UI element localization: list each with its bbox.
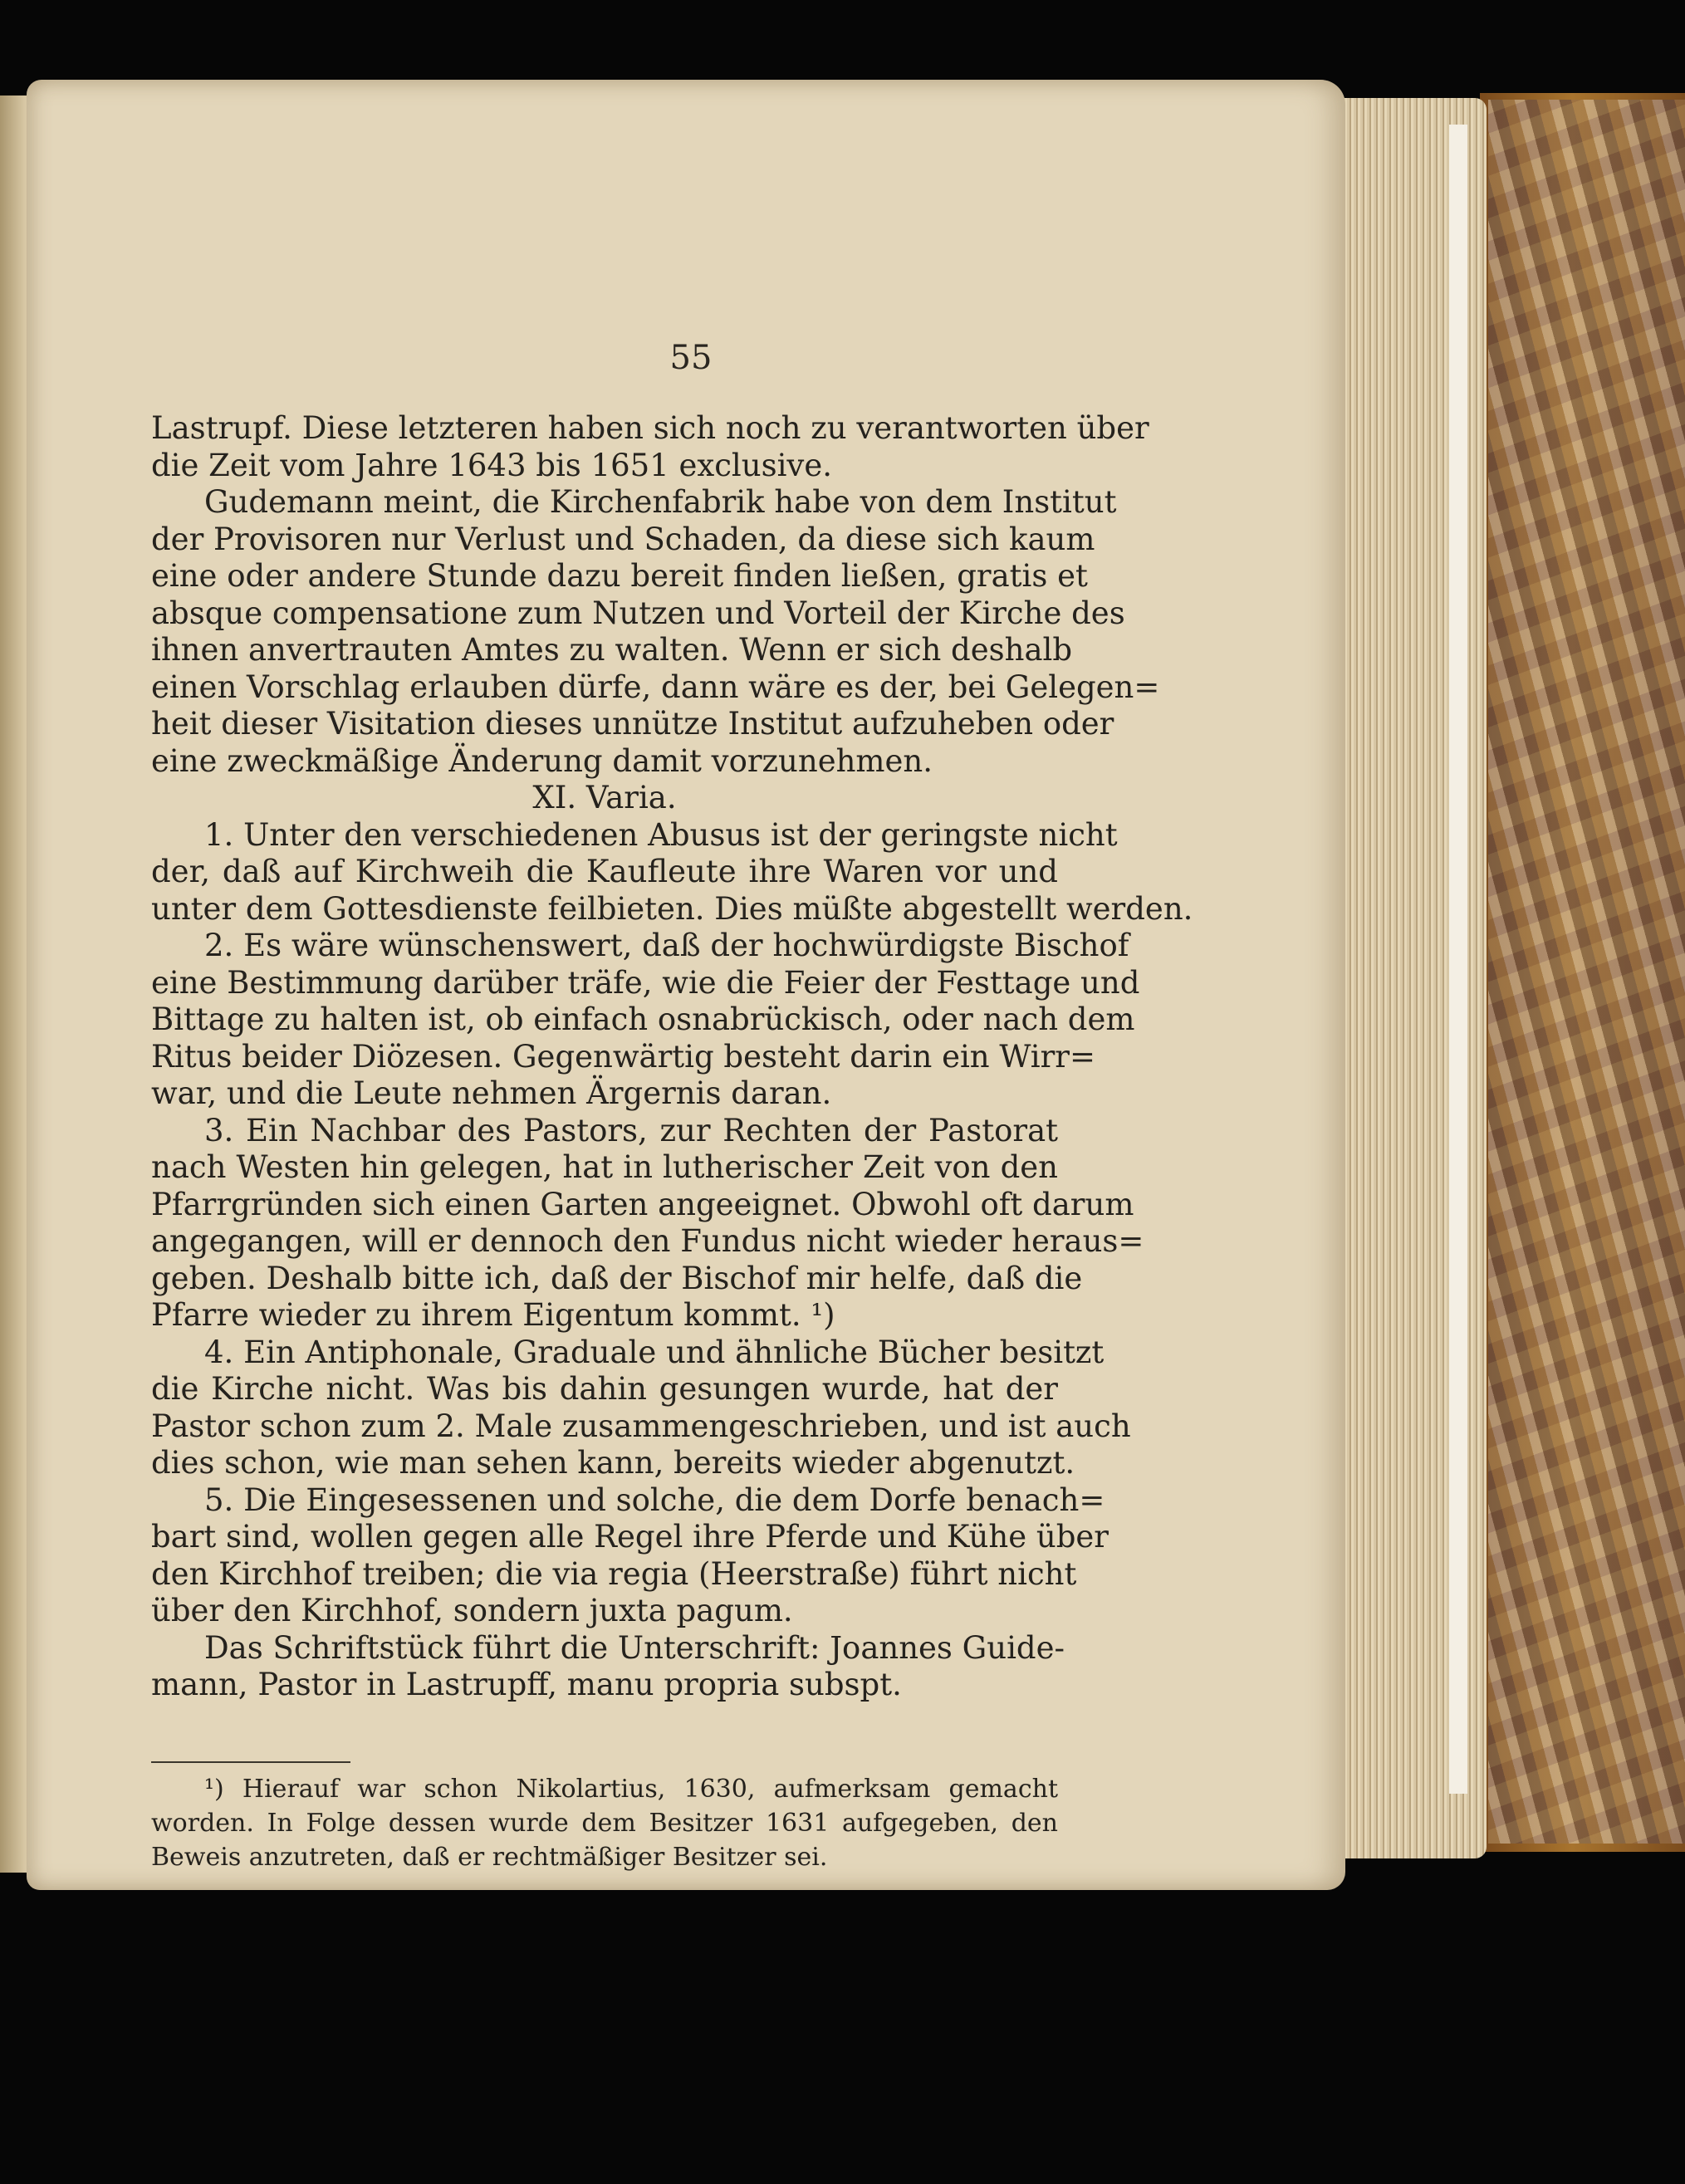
text-line: eine Bestimmung darüber träfe, wie die Feier der Festtage und <box>151 964 1140 1001</box>
text-line: eine zweckmäßige Änderung damit vorzunehmen. <box>151 742 933 779</box>
text-line: einen Vorschlag erlauben dürfe, dann wäre es der, bei Gelegen= <box>151 668 1160 705</box>
book-page <box>27 80 1345 1890</box>
text-line: die Kirche nicht. Was bis dahin gesungen wurde, hat der <box>151 1371 1058 1407</box>
text-line: dies schon, wie man sehen kann, bereits wieder abgenutzt. <box>151 1445 1075 1481</box>
text-line: war, und die Leute nehmen Ärgernis daran. <box>151 1075 832 1111</box>
body-text <box>151 410 1193 1704</box>
text-line: 5. Die Eingesessenen und solche, die dem Dorfe benach= <box>204 1481 1105 1518</box>
text-line: der Provisoren nur Verlust und Schaden, da diese sich kaum <box>151 521 1095 557</box>
text-line: die Zeit vom Jahre 1643 bis 1651 exclusive. <box>151 447 832 483</box>
text-line: der, daß auf Kirchweih die Kaufleute ihre Waren vor und <box>151 854 1058 889</box>
footnote-line: ¹) Hierauf war schon Nikolartius, 1630, aufmerksam gemacht <box>204 1775 1058 1804</box>
footnotes <box>151 1772 1058 1874</box>
text-line: absque compensatione zum Nutzen und Vorteil der Kirche des <box>151 595 1125 631</box>
text-line: eine oder andere Stunde dazu bereit finden ließen, gratis et <box>151 558 1088 594</box>
text-line: XI. Varia. <box>532 780 677 815</box>
marbled-endpaper <box>1488 100 1685 1844</box>
footnote-rule <box>151 1761 350 1763</box>
footnote-line: worden. In Folge dessen wurde dem Besitzer 1631 aufgegeben, den <box>151 1809 1058 1838</box>
text-line: Ritus beider Diözesen. Gegenwärtig besteht darin ein Wirr= <box>151 1038 1095 1075</box>
text-line: nach Westen hin gelegen, hat in lutherischer Zeit von den <box>151 1149 1058 1185</box>
text-line: bart sind, wollen gegen alle Regel ihre Pferde und Kühe über <box>151 1519 1109 1555</box>
text-line: Gudemann meint, die Kirchenfabrik habe von dem Institut <box>204 484 1117 520</box>
text-line: heit dieser Visitation dieses unnütze Institut aufzuheben oder <box>151 706 1114 742</box>
text-line: Lastrupf. Diese letzteren haben sich noch zu verantworten über <box>151 410 1149 446</box>
text-line: Das Schriftstück führt die Unterschrift: Joannes Guide- <box>204 1629 1065 1666</box>
text-line: mann, Pastor in Lastrupff, manu propria subspt. <box>151 1667 902 1702</box>
text-line: Pfarre wieder zu ihrem Eigentum kommt. ¹) <box>151 1297 835 1333</box>
text-line: 1. Unter den verschiedenen Abusus ist der geringste nicht <box>204 816 1118 853</box>
text-line: Pastor schon zum 2. Male zusammengeschrieben, und ist auch <box>151 1408 1131 1444</box>
text-line: unter dem Gottesdienste feilbieten. Dies müßte abgestellt werden. <box>151 890 1193 927</box>
text-line: 3. Ein Nachbar des Pastors, zur Rechten der Pastorat <box>204 1112 1058 1148</box>
page-number: 55 <box>669 339 713 377</box>
text-line: 2. Es wäre wünschenswert, daß der hochwürdigste Bischof <box>204 928 1129 963</box>
text-line: angegangen, will er dennoch den Fundus nicht wieder heraus= <box>151 1223 1144 1259</box>
text-line: geben. Deshalb bitte ich, daß der Bischof mir helfe, daß die <box>151 1260 1083 1296</box>
text-line: Bittage zu halten ist, ob einfach osnabrückisch, oder nach dem <box>151 1001 1135 1037</box>
text-line: ihnen anvertrauten Amtes zu walten. Wenn er sich deshalb <box>151 632 1073 668</box>
text-line: über den Kirchhof, sondern juxta pagum. <box>151 1593 793 1628</box>
text-line: 4. Ein Antiphonale, Graduale und ähnliche Bücher besitzt <box>204 1334 1105 1370</box>
text-line: Pfarrgründen sich einen Garten angeeignet. Obwohl oft darum <box>151 1186 1134 1222</box>
footnote-line: Beweis anzutreten, daß er rechtmäßiger Besitzer sei. <box>151 1843 828 1872</box>
text-line: den Kirchhof treiben; die via regia (Heerstraße) führt nicht <box>151 1555 1077 1592</box>
page-edge-highlight <box>1449 125 1467 1794</box>
